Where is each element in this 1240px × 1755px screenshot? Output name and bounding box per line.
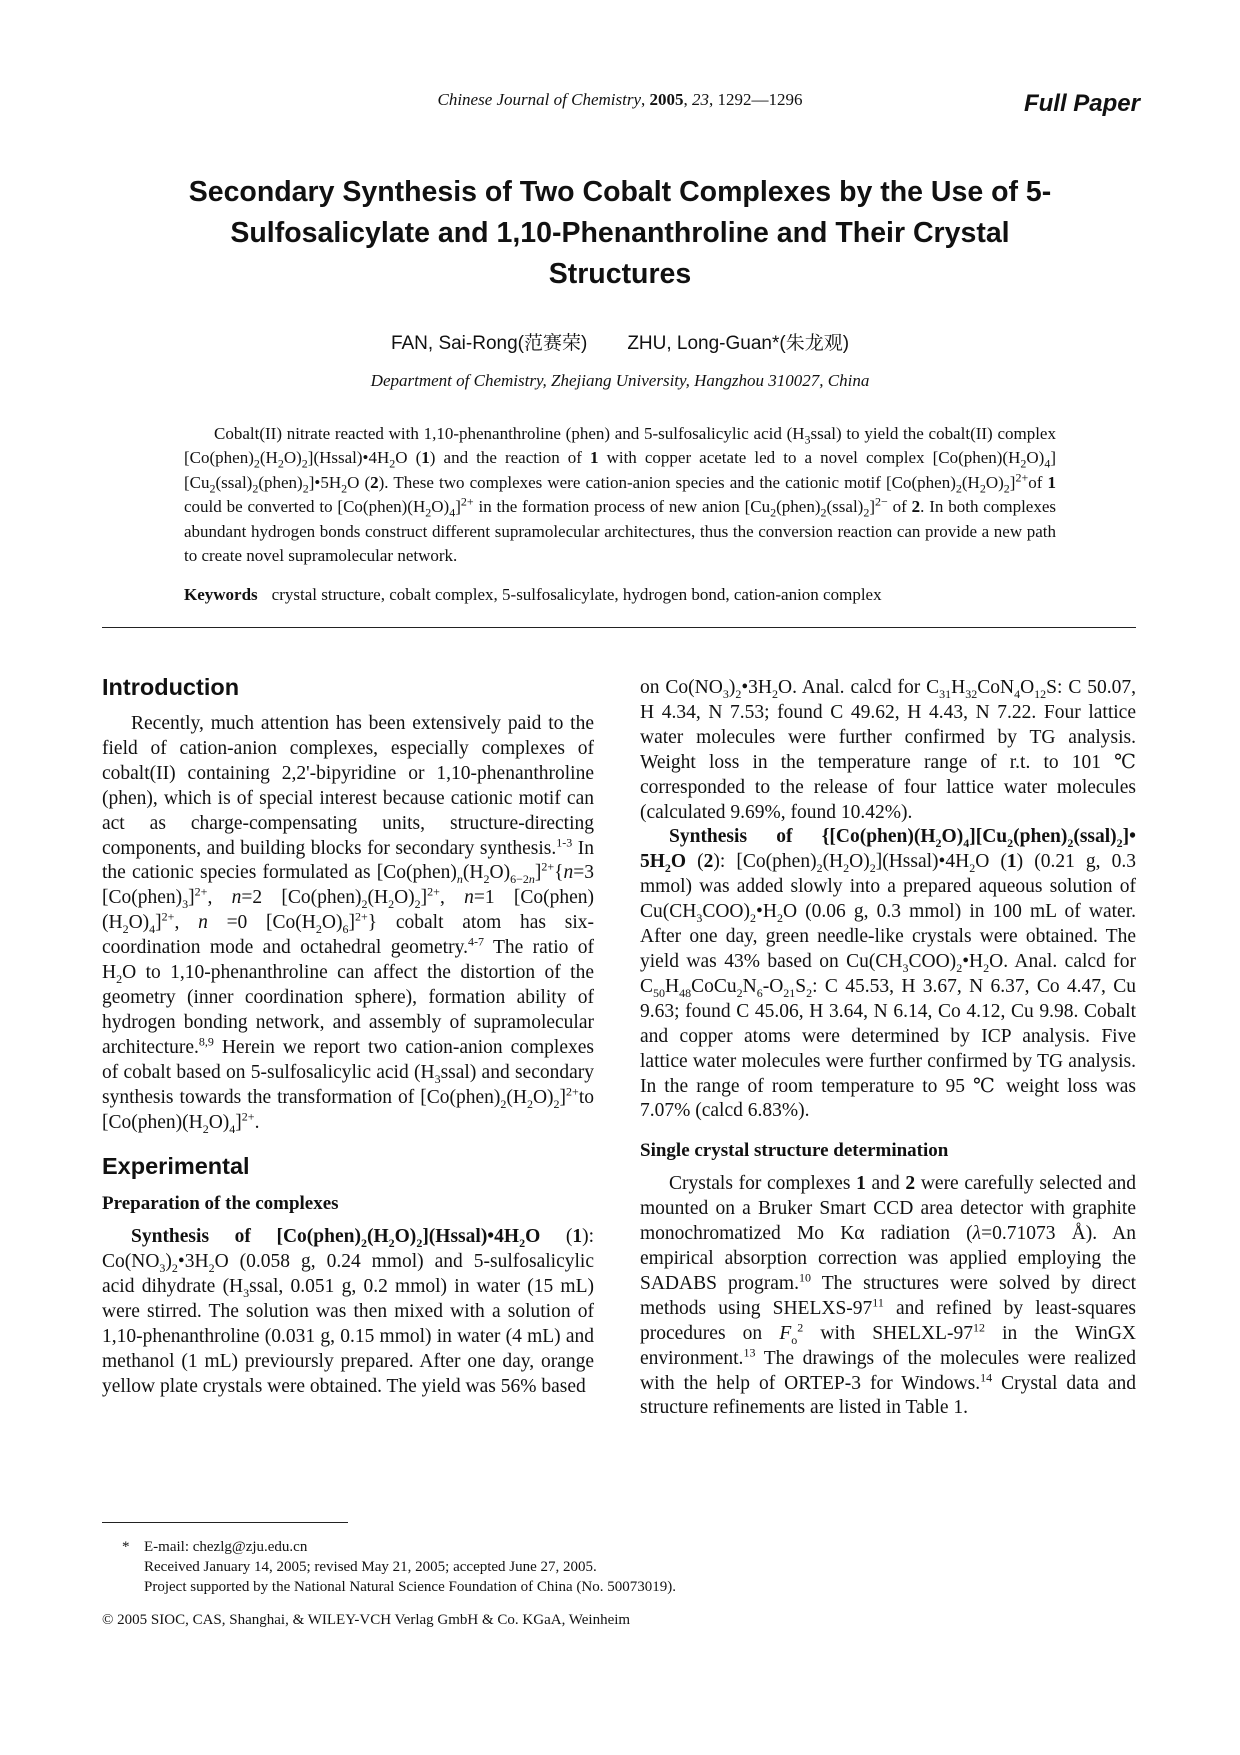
left-column [102, 672, 594, 1400]
introduction-heading: Introduction [102, 674, 240, 700]
author-1: FAN, Sai-Rong(范赛荣) [390, 333, 588, 354]
introduction-paragraph: Recently, much attention has been extensively paid to the field of cation-anion complexes, especially complexes of cobalt(II) containing 2,2'-bipyridine or 1,10-phenanthroline (phen), which is of special interest because cationic motif can act as charge-compensating units, structure-directing components, and building blocks for secondary synthesis.$^{1-3}$ In the cationic species formulated as $[Co(phen)_n(H_2O)_{6-2n}]^{2+}\{n=3$ $[Co(phen)_3]^{2+}$, n=2 $[Co(phen)_2(H_2O)_2]^{2+}$, n=1 $[Co(phen)(H_2O)_4]^{2+}$, n =0 $[Co(H_2O)_6]^{2+}$} cobalt atom has six-coordination mode and octahedral geometry.$^{4-7}$ The ratio of $H_2O$ to 1,10-phenanthroline can affect the distortion of the geometry (inner coordination sphere), formation ability of hydrogen bonding network, and assembly of supramolecular architecture.$^{8,9}$ Herein we report two cation-anion complexes of cobalt based on 5-sulfosalicylic acid $(H_3ssal)$ and secondary synthesis towards the transformation of $[Co(phen)_2(H_2O)_2]^{2+}to$ $[Co(phen)(H_2O)_4]^{2+}$. [102, 713, 595, 1136]
synthesis-1-paragraph: Synthesis of $[Co(phen)_2(H_2O)_2](Hssal)•4H_2O$ (1): $Co(NO_3)_2•3H_2O$ (0.058 g, 0.24 mmol) and 5-sulfosalicylic acid dihydrate ($H_3ssal$, 0.051 g, 0.2 mmol) in water (15 mL) were stirred. The solution was then mixed with a solution of 1,10-phenanthroline (0.031 g, 0.15 mmol) in water (4 mL) and methanol (1 mL) previoursly prepared. After one day, orange yellow plate crystals were obtained. The yield was 56% based [102, 1226, 594, 1397]
preparation-heading: Preparation of the complexes [102, 1193, 339, 1215]
keywords-label: Keywords [184, 585, 258, 604]
abstract: Cobalt(II) nitrate reacted with 1,10-phenanthroline (phen) and 5-sulfosalicylic acid $(H_3ssal)$ to yield the cobalt(II) complex $[Co(phen)_2(H_2O)_2](Hssal)•4H_2O$ (1) and the reaction of 1 with copper acetate led to a novel complex $[Co(phen)(H_2O)_4][Cu_2(ssal)_2(phen)_2]•5H_2O$ (2). These two complexes were cation-anion species and the cationic motif $[Co(phen)_2(H_2O)_2]^{2+}of$ 1 could be converted to $[Co(phen)(H_2O)_4]^{2+}$ in the formation process of new anion $[Cu_2(phen)_2(ssal)_2]^{2-}$ of 2. In both complexes abundant hydrogen bonds construct different supramolecular architectures, thus the conversion reaction can provide a new path to create novel supramolecular network. [184, 424, 1056, 566]
affiliation: Department of Chemistry, Zhejiang University, Hangzhou 310027, China [370, 371, 870, 390]
keywords-text: crystal structure, cobalt complex, 5-sulfosalicylate, hydrogen bond, cation-anion complex [271, 585, 882, 604]
keywords [184, 585, 1056, 605]
author-list [0, 328, 1240, 355]
journal-pages: 1292—1296 [717, 90, 803, 109]
footnote-marker: * [122, 1539, 130, 1555]
footnote-email-line [122, 1537, 1022, 1557]
synthesis-1-continued: on $Co(NO_3)_2•3H_2O$. Anal. calcd for $C_{31}H_{32}CoN_4O_{12}S$: C 50.07, H 4.34, N 7.53; found C 49.62, H 4.43, N 7.22. Four lattice water molecules were further confirmed by TG analysis. Weight loss in the temperature range of r.t. to 101 ℃ corresponded to the release of four lattice water molecules (calculated 9.69%, found 10.42%). [640, 677, 1136, 823]
experimental-heading: Experimental [102, 1153, 250, 1180]
synthesis-2-paragraph: Synthesis of {$[Co(phen)(H_2O)_4][Cu_2(phen)_2(ssal)_2]•$ $5H_2O$ (2): $[Co(phen)_2(H_2O)_2](Hssal)•4H_2O$ (1) (0.21 g, 0.3 mmol) was added slowly into a prepared aqueous solution of $Cu(CH_3COO)_2•H_2O$ (0.06 g, 0.3 mmol) in 100 mL of water. After one day, green needle-like crystals were obtained. The yield was 43% based on $Cu(CH_3COO)_2•H_2O$. Anal. calcd for $C_{50}H_{48}CoCu_2N_6-O_{21}S_2$: C 45.53, H 3.67, N 6.37, Co 4.47, Cu 9.63; found C 45.06, H 3.64, N 6.14, Co 4.12, Cu 9.98. Cobalt and copper atoms were determined by ICP analysis. Five lattice water molecules were further confirmed by TG analysis. In the range of room temperature to 95 ℃ weight loss was 7.07% (calcd 6.83%). [640, 826, 1136, 1122]
author-2: ZHU, Long-Guan*(朱龙观) [627, 333, 850, 354]
footnote-divider [102, 1522, 348, 1523]
footnote-email: E-mail: chezlg@zju.edu.cn [144, 1539, 308, 1555]
journal-volume: 23 [692, 90, 709, 109]
footnote-project: Project supported by the National Natural Science Foundation of China (No. 50073019). [144, 1579, 676, 1595]
footnotes [122, 1537, 1022, 1597]
journal-year: 2005 [649, 90, 684, 109]
paper-title: Secondary Synthesis of Two Cobalt Complexes by the Use of 5-Sulfosalicylate and 1,10-Phenanthroline and Their Crystal Structures [188, 176, 1052, 290]
footnote-received: Received January 14, 2005; revised May 21, 2005; accepted June 27, 2005. [144, 1559, 597, 1575]
paper-type-label: Full Paper [1023, 90, 1140, 117]
single-crystal-heading: Single crystal structure determination [640, 1140, 949, 1162]
right-column [640, 676, 1136, 1421]
journal-citation: Chinese Journal of Chemistry, 2005, 23, 1292—1296 [437, 90, 803, 109]
journal-name: Chinese Journal of Chemistry [437, 90, 641, 109]
crystal-paragraph: Crystals for complexes 1 and 2 were carefully selected and mounted on a Bruker Smart CCD area detector with graphite monochromatized Mo Kα radiation (λ=0.71073 Å). An empirical absorption correction was applied employing the SADABS program.$^{10}$ The structures were solved by direct methods using SHELXS-$97^{11}$ and refined by least-squares procedures on $F_o^2$ with SHELXL-$97^{12}$ in the WinGX environment.$^{13}$ The drawings of the molecules were realized with the help of ORTEP-3 for Windows.$^{14}$ Crystal data and structure refinements are listed in Table 1. [640, 1173, 1137, 1419]
header-divider [102, 627, 1136, 628]
copyright-notice: © 2005 SIOC, CAS, Shanghai, & WILEY-VCH Verlag GmbH & Co. KGaA, Weinheim [102, 1612, 631, 1628]
